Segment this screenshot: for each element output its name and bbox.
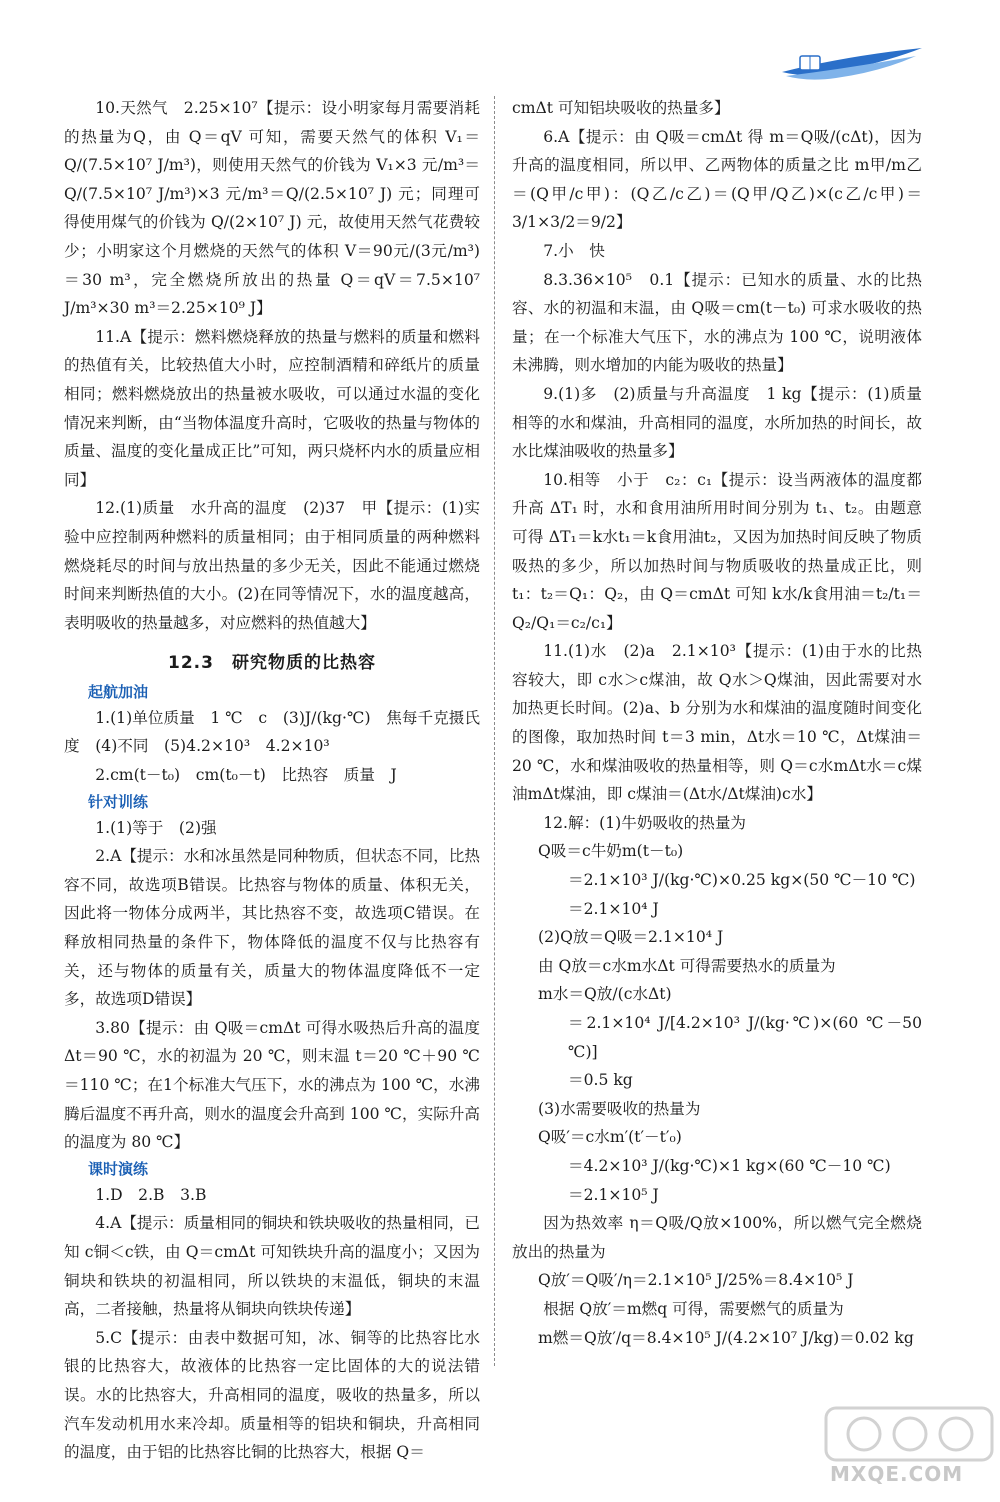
equation-line: ＝2.1×10⁴ J/[4.2×10³ J/(kg·℃)×(60 ℃－50 ℃)] — [568, 1014, 922, 1061]
equation-line: m燃＝Q放′/q＝8.4×10⁵ J/(4.2×10⁷ J/kg)＝0.02 kg — [538, 1328, 914, 1347]
keshi-1-3: 1.D 2.B 3.B — [95, 1185, 207, 1204]
swoosh-book-icon — [776, 42, 926, 86]
zhendui-1: 1.(1)等于 (2)强 — [95, 818, 217, 837]
section-title: 12.3 研究物质的比热容 — [168, 653, 376, 674]
equation-line: 根据 Q放′＝m燃q 可得，需要燃气的质量为 — [543, 1299, 844, 1318]
column-divider — [494, 96, 495, 1366]
zhendui-3: 3.80【提示：由 Q吸＝cmΔt 可得水吸热后升高的温度 Δt＝90 ℃，水的初温为 20 ℃，则末温 t＝20 ℃＋90 ℃＝110 ℃；在1个标准大气压下，水的沸点为 100 ℃，水沸腾后温度不再升高，则水的温度会升高到 100 ℃，实际升高的温度为 80 ℃】 — [64, 1018, 480, 1152]
keshi-6: 6.A【提示：由 Q吸＝cmΔt 得 m＝Q吸/(cΔt)，因为升高的温度相同，所以甲、乙两物体的质量之比 m甲/m乙＝(Q甲/c甲)：(Q乙/c乙)＝(Q甲/Q乙)×(c乙/c甲)＝3/1×3/2＝9/2】 — [512, 127, 922, 232]
equation-line: ＝4.2×10³ J/(kg·℃)×1 kg×(60 ℃－10 ℃) — [568, 1156, 891, 1175]
equation-line: 由 Q放＝c水m水Δt 可得需要热水的质量为 — [538, 956, 836, 975]
qihang-2: 2.cm(t－t₀) cm(t₀－t) 比热容 质量 J — [95, 766, 397, 785]
equation-line: ＝2.1×10³ J/(kg·℃)×0.25 kg×(50 ℃－10 ℃) — [568, 871, 916, 890]
keshi-5-continued: cmΔt 可知铝块吸收的热量多】 — [512, 99, 730, 117]
keshi-8: 8.3.36×10⁵ 0.1【提示：已知水的质量、水的比热容、水的初温和末温，由 Q吸＝cm(t－t₀) 可求水吸收的热量；在一个标准大气压下，水的沸点为 100 ℃，说明液体未沸腾，则水增加的内能为吸收的热量】 — [512, 270, 922, 375]
equation-line: 因为热效率 η＝Q吸/Q放×100%，所以燃气完全燃烧放出的热量为 — [512, 1214, 922, 1261]
equation-line: Q吸＝c牛奶m(t－t₀) — [538, 842, 684, 861]
watermark-text: MXQE.COM — [830, 1462, 964, 1486]
equation-line: (3)水需要吸收的热量为 — [538, 1099, 701, 1118]
answer-11: 11.A【提示：燃料燃烧释放的热量与燃料的质量和燃料的热值有关，比较热值大小时，应控制酒精和碎纸片的质量相同；燃料燃烧放出的热量被水吸收，可以通过水温的变化情况来判断，由“当物体温度升高时，它吸收的热量与物体的质量、温度的变化量成正比”可知，两只烧杯内水的质量应相同】 — [64, 327, 480, 489]
right-column — [512, 94, 922, 1352]
subheading-zhendui: 针对训练 — [88, 792, 149, 811]
answer-12: 12.(1)质量 水升高的温度 (2)37 甲【提示：(1)实验中应控制两种燃料的质量相同；由于相同质量的两种燃料燃烧耗尽的时间与放出热量的多少无关，因此不能通过燃烧时间来判断热值的大小。(2)在同等情况下，水的温度越高，表明吸收的热量越多，对应燃料的热值越大】 — [64, 499, 480, 632]
keshi-5: 5.C【提示：由表中数据可知，冰、铜等的比热容比水银的比热容大，故液体的比热容一定比固体的大的说法错误。水的比热容大，升高相同的温度，吸收的热量多，所以汽车发动机用水来冷却。质量相等的铝块和铜块，升高相同的温度，由于铝的比热容比铜的比热容大，根据 Q＝ — [64, 1328, 480, 1462]
equation-line: ＝0.5 kg — [568, 1071, 633, 1090]
equation-line: (2)Q放＝Q吸＝2.1×10⁴ J — [538, 928, 724, 947]
zhendui-2: 2.A【提示：水和冰虽然是同种物质，但状态不同，比热容不同，故选项B错误。比热容与物体的质量、体积无关，因此将一物体分成两半，其比热容不变，故选项C错误。在释放相同热量的条件下，物体降低的温度不仅与比热容有关，还与物体的质量有关，质量大的物体温度降低不一定多，故选项D错误】 — [64, 847, 480, 1009]
equation-line: Q放′＝Q吸′/η＝2.1×10⁵ J/25%＝8.4×10⁵ J — [538, 1271, 854, 1290]
keshi-10: 10.相等 小于 c₂：c₁【提示：设当两液体的温度都升高 ΔT₁ 时，水和食用油所用时间分别为 t₁、t₂。由题意可得 ΔT₁＝k水t₁＝k食用油t₂，又因为加热时间反映了物质吸热的多少，所以加热时间与物质吸收的热量成正比，则 t₁：t₂＝Q₁：Q₂，由 Q＝cmΔt 可知 k水/k食用油＝t₂/t₁＝Q₂/Q₁＝c₂/c₁】 — [512, 470, 922, 632]
keshi-7: 7.小 快 — [543, 241, 605, 260]
subheading-qihang: 起航加油 — [88, 682, 149, 701]
qihang-1: 1.(1)单位质量 1 ℃ c (3)J/(kg·℃) 焦每千克摄氏度 (4)不同 (5)4.2×10³ 4.2×10³ — [64, 708, 480, 756]
equation-line: ＝2.1×10⁴ J — [568, 899, 659, 918]
keshi-9: 9.(1)多 (2)质量与升高温度 1 kg【提示：(1)质量相等的水和煤油，升高相同的温度，水所加热的时间长，故水比煤油吸收的热量多】 — [512, 384, 922, 461]
left-column — [64, 94, 480, 1467]
equation-line: Q吸′＝c水m′(t′－t′₀) — [538, 1128, 682, 1147]
answer-10: 10.天然气 2.25×10⁷【提示：设小明家每月需要消耗的热量为Q，由 Q＝qV 可知，需要天然气的体积 V₁＝Q/(7.5×10⁷ J/m³)，则使用天然气的价钱为 V₁×3 元/m³＝Q/(7.5×10⁷ J/m³)×3 元/m³＝Q/(2.5×10⁷ J) 元；同理可得使用煤气的价钱为 Q/(2×10⁷ J) 元，故使用天然气花费较少；小明家这个月燃烧的天然气的体积 V＝90元/(3元/m³)＝30 m³，完全燃烧所放出的热量 Q＝qV＝7.5×10⁷ J/m³×30 m³＝2.25×10⁹ J】 — [64, 99, 480, 318]
subheading-keshi: 课时演练 — [88, 1159, 149, 1178]
keshi-12-head: 12.解：(1)牛奶吸收的热量为 — [543, 813, 747, 832]
keshi-11: 11.(1)水 (2)a 2.1×10³【提示：(1)由于水的比热容较大，即 c水＞c煤油，故 Q水＞Q煤油，因此需要对水加热更长时间。(2)a、b 分别为水和煤油的温度随时间变化的图像，取加热时间 t＝3 min，Δt水＝10 ℃，Δt煤油＝20 ℃，水和煤油吸收的热量相等，则 Q＝c水mΔt水＝c煤油mΔt煤油，即 c煤油＝(Δt水/Δt煤油)c水】 — [512, 642, 922, 804]
equation-line: m水＝Q放/(c水Δt) — [538, 985, 672, 1004]
equation-line: ＝2.1×10⁵ J — [568, 1185, 659, 1204]
keshi-4: 4.A【提示：质量相同的铜块和铁块吸收的热量相同，已知 c铜＜c铁，由 Q＝cmΔt 可知铁块升高的温度小；又因为铜块和铁块的初温相同，所以铁块的末温低，铜块的末温高，二者接触，热量将从铜块向铁块传递】 — [64, 1214, 480, 1319]
